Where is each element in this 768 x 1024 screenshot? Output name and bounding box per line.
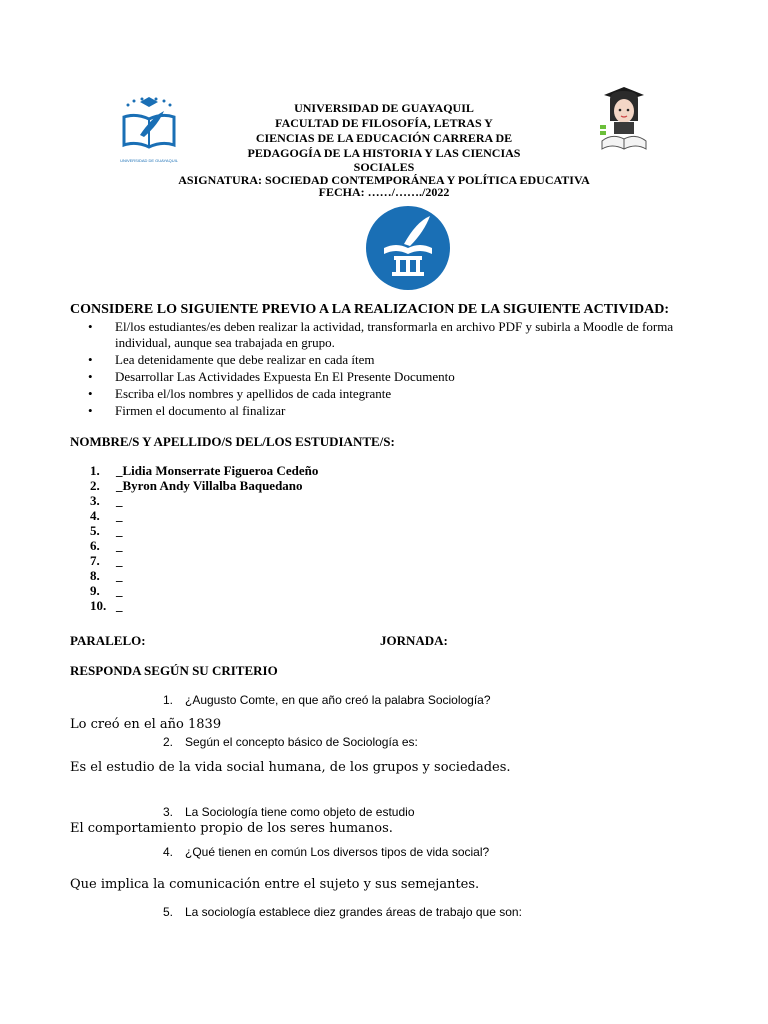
paralelo-label: PARALELO:: [70, 633, 146, 648]
question-number: 5.: [163, 905, 174, 919]
student-name: _Byron Andy Villalba Baquedano: [116, 478, 303, 493]
question-2: [163, 735, 418, 749]
instruction-item: • Escriba el/los nombres y apellidos de cada integrante: [88, 386, 728, 402]
student-number: 4.: [90, 508, 100, 523]
question-number: 2.: [163, 735, 174, 749]
question-number: 4.: [163, 845, 174, 859]
faculty-line-3: PEDAGOGÍA DE LA HISTORIA Y LAS CIENCIAS: [247, 146, 521, 160]
student-number: 2.: [90, 478, 100, 493]
instructions-title: CONSIDERE LO SIGUIENTE PREVIO A LA REALIZACION DE LA SIGUIENTE ACTIVIDAD:: [70, 302, 670, 317]
student-entry: [90, 523, 318, 538]
student-name: _: [116, 553, 123, 568]
jornada-label: JORNADA:: [380, 633, 448, 648]
student-entry: [90, 463, 318, 478]
instruction-item: • El/los estudiantes/es deben realizar la actividad, transformarla en archivo PDF y subirla a Moodle de forma individual, aunque sea trabajada en grupo.: [88, 319, 728, 351]
student-entry: [90, 598, 318, 613]
instructions-list: [88, 319, 728, 420]
student-number: 10.: [90, 598, 107, 613]
student-number: 6.: [90, 538, 100, 553]
faculty-line-1: FACULTAD DE FILOSOFÍA, LETRAS Y: [275, 116, 493, 130]
question-3: [163, 805, 415, 819]
students-list: [90, 463, 318, 613]
student-name: _: [116, 568, 123, 583]
answer-3: El comportamiento propio de los seres humanos.: [70, 821, 393, 836]
instruction-item: • Lea detenidamente que debe realizar en cada ítem: [88, 352, 728, 368]
answer-2: Es el estudio de la vida social humana, de los grupos y sociedades.: [70, 760, 511, 775]
question-text: ¿Augusto Comte, en que año creó la palabra Sociología?: [185, 693, 491, 707]
question-number: 1.: [163, 693, 174, 707]
career-logo: [364, 204, 456, 296]
student-entry: [90, 538, 318, 553]
university-logo-caption: UNIVERSIDAD DE GUAYAQUIL: [120, 158, 178, 163]
student-entry: [90, 493, 318, 508]
instruction-item: • Firmen el documento al finalizar: [88, 403, 728, 419]
question-4: [163, 845, 489, 859]
student-entry: [90, 568, 318, 583]
student-name: _Lidia Monserrate Figueroa Cedeño: [116, 463, 319, 478]
date-line: FECHA: ……/……./2022: [318, 185, 450, 199]
answer-1: Lo creó en el año 1839: [70, 717, 222, 732]
student-name: _: [116, 508, 123, 523]
student-number: 9.: [90, 583, 100, 598]
question-text: La sociología establece diez grandes áreas de trabajo que son:: [185, 905, 522, 919]
question-5: [163, 905, 522, 919]
student-number: 7.: [90, 553, 100, 568]
student-entry: [90, 508, 318, 523]
student-number: 1.: [90, 463, 100, 478]
student-name: _: [116, 538, 123, 553]
student-number: 3.: [90, 493, 100, 508]
instruction-item: • Desarrollar Las Actividades Expuesta En El Presente Documento: [88, 369, 728, 385]
question-number: 3.: [163, 805, 174, 819]
question-text: ¿Qué tienen en común Los diversos tipos de vida social?: [185, 845, 490, 859]
subject-line: ASIGNATURA: SOCIEDAD CONTEMPORÁNEA Y POLÍTICA EDUCATIVA: [178, 173, 590, 187]
student-entry: [90, 583, 318, 598]
question-text: Según el concepto básico de Sociología es:: [185, 735, 418, 749]
question-1: [163, 693, 491, 707]
career-logo-emblem: [364, 204, 456, 296]
university-name: UNIVERSIDAD DE GUAYAQUIL: [294, 101, 474, 115]
student-name: _: [116, 493, 123, 508]
student-name: _: [116, 598, 123, 613]
question-text: La Sociología tiene como objeto de estudio: [185, 805, 415, 819]
section-title: RESPONDA SEGÚN SU CRITERIO: [70, 663, 278, 678]
answer-4: Que implica la comunicación entre el sujeto y sus semejantes.: [70, 877, 480, 892]
faculty-line-2: CIENCIAS DE LA EDUCACIÓN CARRERA DE: [255, 131, 513, 145]
faculty-line-4: SOCIALES: [353, 160, 415, 174]
student-entry: [90, 478, 318, 493]
student-entry: [90, 553, 318, 568]
student-number: 8.: [90, 568, 100, 583]
student-name: _: [116, 523, 123, 538]
student-name: _: [116, 583, 123, 598]
students-title: NOMBRE/S Y APELLIDO/S DEL/LOS ESTUDIANTE/S:: [70, 434, 395, 449]
student-number: 5.: [90, 523, 100, 538]
